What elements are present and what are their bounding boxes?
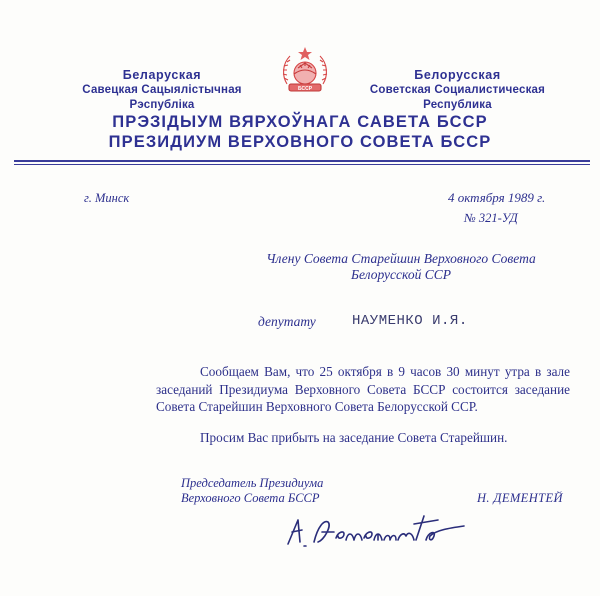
signatory-title-line2: Верховного Совета БССР xyxy=(181,491,320,505)
signatory-title-line1: Председатель Президиума xyxy=(181,476,324,490)
title-russian: ПРЕЗИДИУМ ВЕРХОВНОГО СОВЕТА БССР xyxy=(108,133,492,151)
handwritten-signature xyxy=(278,496,478,558)
body-paragraph-1: Сообщаем Вам, что 25 октября в 9 часов 30 минут утра в зале заседаний Президиума Верховного Совета БССР состоится заседание Совета Старейшин Верховного Совета Белорусской ССР. xyxy=(156,364,570,414)
city: г. Минск xyxy=(84,191,130,205)
addressee-line1: Члену Совета Старейшин Верховного Совета xyxy=(266,251,536,266)
body-paragraph-2: Просим Вас прибыть на заседание Совета Старейшин. xyxy=(200,430,508,445)
letterhead-title xyxy=(0,112,600,152)
deputat-name: НАУМЕНКО И.Я. xyxy=(352,313,468,329)
header-belarusian-line2: Савецкая Сацыялістычная Рэспубліка xyxy=(82,84,242,111)
deputat-label: депутату xyxy=(258,314,316,329)
signatory-name: Н. ДЕМЕНТЕЙ xyxy=(477,491,563,505)
header-belarusian-line1: Беларуская xyxy=(122,68,202,82)
document-number: № 321-УД xyxy=(464,211,518,225)
header-russian-line1: Белорусская xyxy=(414,68,501,82)
date: 4 октября 1989 г. xyxy=(448,190,546,205)
header-belarusian xyxy=(52,68,272,113)
addressee-line2: Белорусской ССР xyxy=(351,267,451,282)
title-belarusian: ПРЭЗІДЫУМ ВЯРХОЎНАГА САВЕТА БССР xyxy=(112,113,488,131)
header-rule-thin xyxy=(14,164,590,165)
emblem-label: БССР xyxy=(297,85,313,92)
header-russian xyxy=(340,68,575,113)
state-emblem-icon xyxy=(278,44,332,98)
header-russian-line2: Советская Социалистическая Республика xyxy=(369,84,546,111)
header-rule-thick xyxy=(14,160,590,162)
addressee xyxy=(246,251,556,283)
